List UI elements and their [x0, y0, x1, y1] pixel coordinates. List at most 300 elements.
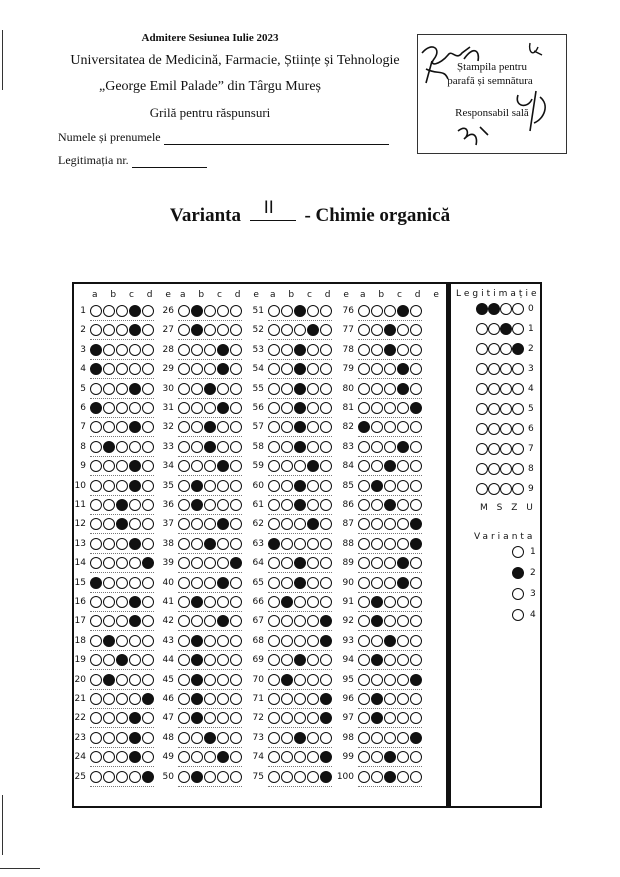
answer-bubble-c[interactable] — [384, 499, 396, 511]
legitimatie-bubble[interactable] — [476, 303, 488, 315]
answer-bubble-d[interactable] — [397, 771, 409, 783]
answer-bubble-b[interactable] — [103, 693, 115, 705]
answer-bubble-c[interactable] — [204, 732, 216, 744]
answer-bubble-c[interactable] — [116, 538, 128, 550]
legitimatie-bubble[interactable] — [500, 343, 512, 355]
answer-bubble-b[interactable] — [281, 538, 293, 550]
answer-bubble-a[interactable] — [268, 693, 280, 705]
answer-bubble-a[interactable] — [358, 344, 370, 356]
answer-bubble-a[interactable] — [178, 402, 190, 414]
answer-bubble-d[interactable] — [397, 693, 409, 705]
legitimatie-bubble[interactable] — [512, 443, 524, 455]
answer-bubble-e[interactable] — [230, 635, 242, 647]
answer-bubble-b[interactable] — [103, 577, 115, 589]
answer-bubble-a[interactable] — [178, 305, 190, 317]
legitimatie-bubble[interactable] — [488, 423, 500, 435]
answer-bubble-d[interactable] — [217, 305, 229, 317]
answer-bubble-d[interactable] — [397, 383, 409, 395]
answer-bubble-c[interactable] — [294, 344, 306, 356]
answer-bubble-b[interactable] — [103, 635, 115, 647]
answer-bubble-b[interactable] — [371, 383, 383, 395]
answer-bubble-a[interactable] — [358, 771, 370, 783]
legitimatie-bubble[interactable] — [488, 323, 500, 335]
answer-bubble-d[interactable] — [217, 596, 229, 608]
answer-bubble-d[interactable] — [397, 499, 409, 511]
legitimatie-bubble[interactable] — [512, 463, 524, 475]
answer-bubble-e[interactable] — [320, 383, 332, 395]
answer-bubble-a[interactable] — [178, 499, 190, 511]
legitimatie-bubble[interactable] — [500, 383, 512, 395]
answer-bubble-b[interactable] — [103, 480, 115, 492]
answer-bubble-e[interactable] — [410, 383, 422, 395]
answer-bubble-c[interactable] — [294, 732, 306, 744]
legitimatie-bubble[interactable] — [500, 463, 512, 475]
answer-bubble-b[interactable] — [191, 499, 203, 511]
answer-bubble-e[interactable] — [142, 577, 154, 589]
answer-bubble-a[interactable] — [90, 732, 102, 744]
legitimatie-bubble[interactable] — [512, 343, 524, 355]
legitimatie-bubble[interactable] — [476, 443, 488, 455]
answer-bubble-b[interactable] — [191, 693, 203, 705]
answer-bubble-d[interactable] — [129, 732, 141, 744]
legitimatie-bubble[interactable] — [488, 343, 500, 355]
answer-bubble-d[interactable] — [397, 538, 409, 550]
answer-bubble-a[interactable] — [178, 771, 190, 783]
answer-bubble-d[interactable] — [307, 577, 319, 589]
answer-bubble-c[interactable] — [294, 480, 306, 492]
answer-bubble-d[interactable] — [129, 538, 141, 550]
legitimatie-bubble[interactable] — [488, 463, 500, 475]
answer-bubble-c[interactable] — [116, 674, 128, 686]
answer-bubble-a[interactable] — [90, 674, 102, 686]
answer-bubble-d[interactable] — [307, 383, 319, 395]
answer-bubble-c[interactable] — [204, 596, 216, 608]
answer-bubble-c[interactable] — [116, 577, 128, 589]
answer-bubble-a[interactable] — [90, 499, 102, 511]
legitimatie-bubble[interactable] — [512, 323, 524, 335]
answer-bubble-c[interactable] — [204, 383, 216, 395]
answer-bubble-a[interactable] — [178, 538, 190, 550]
answer-bubble-c[interactable] — [204, 538, 216, 550]
answer-bubble-c[interactable] — [294, 402, 306, 414]
answer-bubble-e[interactable] — [410, 538, 422, 550]
answer-bubble-d[interactable] — [307, 402, 319, 414]
answer-bubble-c[interactable] — [294, 596, 306, 608]
answer-bubble-c[interactable] — [384, 402, 396, 414]
answer-bubble-b[interactable] — [371, 344, 383, 356]
legitimatie-bubble[interactable] — [512, 403, 524, 415]
answer-bubble-d[interactable] — [397, 596, 409, 608]
answer-bubble-e[interactable] — [320, 538, 332, 550]
answer-bubble-b[interactable] — [371, 480, 383, 492]
answer-bubble-c[interactable] — [384, 441, 396, 453]
answer-bubble-d[interactable] — [397, 344, 409, 356]
answer-bubble-e[interactable] — [320, 577, 332, 589]
answer-bubble-d[interactable] — [217, 480, 229, 492]
answer-bubble-a[interactable] — [268, 441, 280, 453]
answer-bubble-c[interactable] — [116, 499, 128, 511]
answer-bubble-e[interactable] — [410, 693, 422, 705]
answer-bubble-c[interactable] — [294, 383, 306, 395]
answer-bubble-d[interactable] — [217, 383, 229, 395]
answer-bubble-e[interactable] — [320, 305, 332, 317]
answer-bubble-b[interactable] — [281, 344, 293, 356]
answer-bubble-a[interactable] — [268, 538, 280, 550]
legitimatie-bubble[interactable] — [500, 403, 512, 415]
answer-bubble-e[interactable] — [320, 402, 332, 414]
answer-bubble-b[interactable] — [103, 305, 115, 317]
answer-bubble-a[interactable] — [268, 480, 280, 492]
legitimatie-bubble[interactable] — [488, 303, 500, 315]
answer-bubble-e[interactable] — [410, 441, 422, 453]
answer-bubble-a[interactable] — [268, 577, 280, 589]
answer-bubble-e[interactable] — [410, 771, 422, 783]
answer-bubble-a[interactable] — [178, 577, 190, 589]
answer-bubble-a[interactable] — [90, 693, 102, 705]
answer-bubble-b[interactable] — [103, 771, 115, 783]
answer-bubble-c[interactable] — [384, 771, 396, 783]
answer-bubble-e[interactable] — [230, 441, 242, 453]
legitimatie-bubble[interactable] — [500, 423, 512, 435]
answer-bubble-c[interactable] — [294, 538, 306, 550]
answer-bubble-d[interactable] — [217, 771, 229, 783]
answer-bubble-d[interactable] — [397, 635, 409, 647]
answer-bubble-e[interactable] — [410, 577, 422, 589]
answer-bubble-e[interactable] — [230, 577, 242, 589]
answer-bubble-d[interactable] — [397, 732, 409, 744]
answer-bubble-a[interactable] — [178, 480, 190, 492]
answer-bubble-a[interactable] — [358, 305, 370, 317]
answer-bubble-a[interactable] — [178, 441, 190, 453]
answer-bubble-c[interactable] — [116, 693, 128, 705]
answer-bubble-a[interactable] — [358, 693, 370, 705]
answer-bubble-b[interactable] — [103, 344, 115, 356]
answer-bubble-e[interactable] — [142, 674, 154, 686]
answer-bubble-e[interactable] — [320, 771, 332, 783]
legitimatie-bubble[interactable] — [500, 363, 512, 375]
answer-bubble-d[interactable] — [129, 693, 141, 705]
answer-bubble-e[interactable] — [410, 344, 422, 356]
answer-bubble-a[interactable] — [358, 402, 370, 414]
answer-bubble-e[interactable] — [230, 771, 242, 783]
answer-bubble-a[interactable] — [178, 732, 190, 744]
answer-bubble-e[interactable] — [320, 674, 332, 686]
answer-bubble-a[interactable] — [268, 305, 280, 317]
answer-bubble-a[interactable] — [358, 635, 370, 647]
answer-bubble-e[interactable] — [142, 538, 154, 550]
answer-bubble-e[interactable] — [142, 771, 154, 783]
answer-bubble-c[interactable] — [384, 732, 396, 744]
answer-bubble-d[interactable] — [217, 538, 229, 550]
legitimatie-bubble[interactable] — [500, 323, 512, 335]
answer-bubble-e[interactable] — [410, 499, 422, 511]
answer-bubble-b[interactable] — [191, 305, 203, 317]
answer-bubble-e[interactable] — [320, 596, 332, 608]
answer-bubble-a[interactable] — [178, 693, 190, 705]
answer-bubble-c[interactable] — [116, 383, 128, 395]
legitimatie-bubble[interactable] — [512, 423, 524, 435]
answer-bubble-b[interactable] — [103, 538, 115, 550]
answer-bubble-d[interactable] — [307, 635, 319, 647]
answer-bubble-b[interactable] — [371, 693, 383, 705]
answer-bubble-a[interactable] — [90, 344, 102, 356]
answer-bubble-c[interactable] — [384, 480, 396, 492]
answer-bubble-c[interactable] — [384, 635, 396, 647]
answer-bubble-a[interactable] — [358, 577, 370, 589]
answer-bubble-d[interactable] — [217, 693, 229, 705]
answer-bubble-a[interactable] — [178, 674, 190, 686]
answer-bubble-d[interactable] — [307, 693, 319, 705]
answer-bubble-d[interactable] — [397, 402, 409, 414]
answer-bubble-a[interactable] — [90, 402, 102, 414]
answer-bubble-b[interactable] — [371, 635, 383, 647]
answer-bubble-a[interactable] — [178, 383, 190, 395]
answer-bubble-e[interactable] — [230, 383, 242, 395]
answer-bubble-b[interactable] — [281, 441, 293, 453]
answer-bubble-d[interactable] — [307, 441, 319, 453]
answer-bubble-d[interactable] — [307, 674, 319, 686]
answer-bubble-d[interactable] — [307, 344, 319, 356]
answer-bubble-d[interactable] — [129, 635, 141, 647]
legitimatie-bubble[interactable] — [476, 483, 488, 495]
answer-bubble-c[interactable] — [204, 499, 216, 511]
answer-bubble-b[interactable] — [191, 480, 203, 492]
answer-bubble-e[interactable] — [230, 344, 242, 356]
variant-bubble[interactable] — [512, 546, 524, 558]
answer-bubble-e[interactable] — [142, 383, 154, 395]
answer-bubble-b[interactable] — [281, 402, 293, 414]
answer-bubble-a[interactable] — [268, 383, 280, 395]
answer-bubble-b[interactable] — [371, 596, 383, 608]
answer-bubble-c[interactable] — [116, 732, 128, 744]
answer-bubble-c[interactable] — [294, 305, 306, 317]
answer-bubble-e[interactable] — [142, 499, 154, 511]
answer-bubble-b[interactable] — [371, 499, 383, 511]
answer-bubble-e[interactable] — [320, 344, 332, 356]
answer-bubble-c[interactable] — [116, 771, 128, 783]
answer-bubble-b[interactable] — [371, 674, 383, 686]
answer-bubble-b[interactable] — [371, 305, 383, 317]
answer-bubble-d[interactable] — [307, 538, 319, 550]
answer-bubble-c[interactable] — [204, 344, 216, 356]
answer-bubble-d[interactable] — [307, 480, 319, 492]
answer-bubble-b[interactable] — [281, 577, 293, 589]
answer-bubble-a[interactable] — [358, 499, 370, 511]
answer-bubble-c[interactable] — [294, 693, 306, 705]
answer-bubble-a[interactable] — [90, 596, 102, 608]
answer-bubble-b[interactable] — [191, 538, 203, 550]
answer-bubble-d[interactable] — [307, 771, 319, 783]
answer-bubble-d[interactable] — [397, 441, 409, 453]
answer-bubble-e[interactable] — [320, 441, 332, 453]
answer-bubble-c[interactable] — [116, 402, 128, 414]
answer-bubble-b[interactable] — [371, 441, 383, 453]
answer-bubble-a[interactable] — [358, 480, 370, 492]
legitimatie-bubble[interactable] — [488, 443, 500, 455]
answer-bubble-e[interactable] — [142, 305, 154, 317]
answer-bubble-a[interactable] — [178, 344, 190, 356]
answer-bubble-a[interactable] — [268, 596, 280, 608]
legitimatie-bubble[interactable] — [488, 403, 500, 415]
answer-bubble-e[interactable] — [320, 732, 332, 744]
answer-bubble-c[interactable] — [294, 674, 306, 686]
answer-bubble-b[interactable] — [191, 402, 203, 414]
answer-bubble-d[interactable] — [217, 499, 229, 511]
answer-bubble-b[interactable] — [281, 674, 293, 686]
answer-bubble-d[interactable] — [129, 344, 141, 356]
answer-bubble-d[interactable] — [129, 383, 141, 395]
answer-bubble-d[interactable] — [217, 674, 229, 686]
answer-bubble-c[interactable] — [204, 305, 216, 317]
answer-bubble-a[interactable] — [358, 441, 370, 453]
answer-bubble-e[interactable] — [320, 499, 332, 511]
answer-bubble-d[interactable] — [129, 441, 141, 453]
answer-bubble-d[interactable] — [307, 596, 319, 608]
answer-bubble-a[interactable] — [90, 305, 102, 317]
answer-bubble-a[interactable] — [178, 635, 190, 647]
answer-bubble-c[interactable] — [384, 344, 396, 356]
answer-bubble-c[interactable] — [384, 383, 396, 395]
answer-bubble-b[interactable] — [191, 635, 203, 647]
answer-bubble-c[interactable] — [204, 693, 216, 705]
answer-bubble-a[interactable] — [90, 538, 102, 550]
answer-bubble-d[interactable] — [217, 402, 229, 414]
answer-bubble-b[interactable] — [191, 771, 203, 783]
answer-bubble-a[interactable] — [358, 674, 370, 686]
answer-bubble-d[interactable] — [129, 305, 141, 317]
answer-bubble-b[interactable] — [281, 732, 293, 744]
answer-bubble-b[interactable] — [191, 577, 203, 589]
answer-bubble-c[interactable] — [294, 771, 306, 783]
answer-bubble-a[interactable] — [358, 538, 370, 550]
answer-bubble-d[interactable] — [397, 305, 409, 317]
answer-bubble-d[interactable] — [129, 499, 141, 511]
variant-bubble[interactable] — [512, 609, 524, 621]
legitimatie-bubble[interactable] — [488, 363, 500, 375]
answer-bubble-c[interactable] — [204, 635, 216, 647]
answer-bubble-e[interactable] — [142, 635, 154, 647]
answer-bubble-a[interactable] — [268, 635, 280, 647]
answer-bubble-b[interactable] — [103, 732, 115, 744]
answer-bubble-d[interactable] — [129, 596, 141, 608]
answer-bubble-d[interactable] — [307, 499, 319, 511]
legitimatie-bubble[interactable] — [512, 383, 524, 395]
answer-bubble-b[interactable] — [103, 596, 115, 608]
answer-bubble-d[interactable] — [307, 732, 319, 744]
answer-bubble-e[interactable] — [320, 635, 332, 647]
legitimatie-bubble[interactable] — [512, 363, 524, 375]
answer-bubble-e[interactable] — [142, 480, 154, 492]
answer-bubble-c[interactable] — [294, 499, 306, 511]
answer-bubble-b[interactable] — [371, 538, 383, 550]
answer-bubble-c[interactable] — [116, 305, 128, 317]
answer-bubble-a[interactable] — [268, 499, 280, 511]
answer-bubble-a[interactable] — [90, 577, 102, 589]
answer-bubble-d[interactable] — [217, 732, 229, 744]
answer-bubble-b[interactable] — [191, 383, 203, 395]
answer-bubble-c[interactable] — [384, 674, 396, 686]
answer-bubble-b[interactable] — [281, 383, 293, 395]
answer-bubble-c[interactable] — [384, 693, 396, 705]
answer-bubble-c[interactable] — [116, 344, 128, 356]
answer-bubble-b[interactable] — [281, 635, 293, 647]
answer-bubble-d[interactable] — [129, 577, 141, 589]
answer-bubble-c[interactable] — [294, 441, 306, 453]
answer-bubble-a[interactable] — [90, 635, 102, 647]
answer-bubble-b[interactable] — [371, 577, 383, 589]
answer-bubble-d[interactable] — [129, 480, 141, 492]
legitimatie-bubble[interactable] — [488, 483, 500, 495]
answer-bubble-b[interactable] — [191, 596, 203, 608]
answer-bubble-d[interactable] — [129, 674, 141, 686]
answer-bubble-b[interactable] — [281, 480, 293, 492]
answer-bubble-c[interactable] — [384, 305, 396, 317]
legitimatie-bubble[interactable] — [476, 363, 488, 375]
answer-bubble-a[interactable] — [268, 344, 280, 356]
answer-bubble-b[interactable] — [281, 305, 293, 317]
answer-bubble-c[interactable] — [294, 635, 306, 647]
answer-bubble-c[interactable] — [116, 441, 128, 453]
answer-bubble-b[interactable] — [191, 732, 203, 744]
legitimatie-bubble[interactable] — [476, 323, 488, 335]
answer-bubble-a[interactable] — [90, 771, 102, 783]
answer-bubble-b[interactable] — [191, 344, 203, 356]
answer-bubble-d[interactable] — [397, 480, 409, 492]
answer-bubble-c[interactable] — [204, 674, 216, 686]
answer-bubble-d[interactable] — [217, 441, 229, 453]
answer-bubble-b[interactable] — [371, 402, 383, 414]
answer-bubble-d[interactable] — [217, 577, 229, 589]
answer-bubble-d[interactable] — [217, 344, 229, 356]
legitimatie-bubble[interactable] — [476, 463, 488, 475]
answer-bubble-a[interactable] — [90, 480, 102, 492]
answer-bubble-a[interactable] — [358, 596, 370, 608]
answer-bubble-c[interactable] — [204, 577, 216, 589]
answer-bubble-b[interactable] — [281, 596, 293, 608]
answer-bubble-c[interactable] — [204, 771, 216, 783]
answer-bubble-b[interactable] — [371, 732, 383, 744]
answer-bubble-e[interactable] — [320, 693, 332, 705]
answer-bubble-e[interactable] — [410, 674, 422, 686]
answer-bubble-d[interactable] — [129, 402, 141, 414]
answer-bubble-e[interactable] — [230, 480, 242, 492]
answer-bubble-e[interactable] — [142, 693, 154, 705]
answer-bubble-c[interactable] — [116, 480, 128, 492]
legitimatie-bubble[interactable] — [476, 383, 488, 395]
answer-bubble-d[interactable] — [217, 635, 229, 647]
legitimatie-bubble[interactable] — [476, 343, 488, 355]
answer-bubble-e[interactable] — [230, 499, 242, 511]
legitimatie-bubble[interactable] — [512, 483, 524, 495]
variant-bubble[interactable] — [512, 588, 524, 600]
answer-bubble-b[interactable] — [103, 674, 115, 686]
answer-bubble-e[interactable] — [320, 480, 332, 492]
answer-bubble-e[interactable] — [230, 596, 242, 608]
legitimatie-bubble[interactable] — [500, 483, 512, 495]
answer-bubble-e[interactable] — [142, 344, 154, 356]
answer-bubble-a[interactable] — [358, 732, 370, 744]
answer-bubble-e[interactable] — [410, 305, 422, 317]
answer-bubble-c[interactable] — [204, 480, 216, 492]
legitimatie-bubble[interactable] — [500, 443, 512, 455]
answer-bubble-d[interactable] — [397, 674, 409, 686]
answer-bubble-b[interactable] — [103, 402, 115, 414]
answer-bubble-e[interactable] — [410, 402, 422, 414]
name-field[interactable] — [58, 130, 389, 145]
answer-bubble-b[interactable] — [103, 441, 115, 453]
answer-bubble-b[interactable] — [103, 383, 115, 395]
answer-bubble-a[interactable] — [268, 402, 280, 414]
